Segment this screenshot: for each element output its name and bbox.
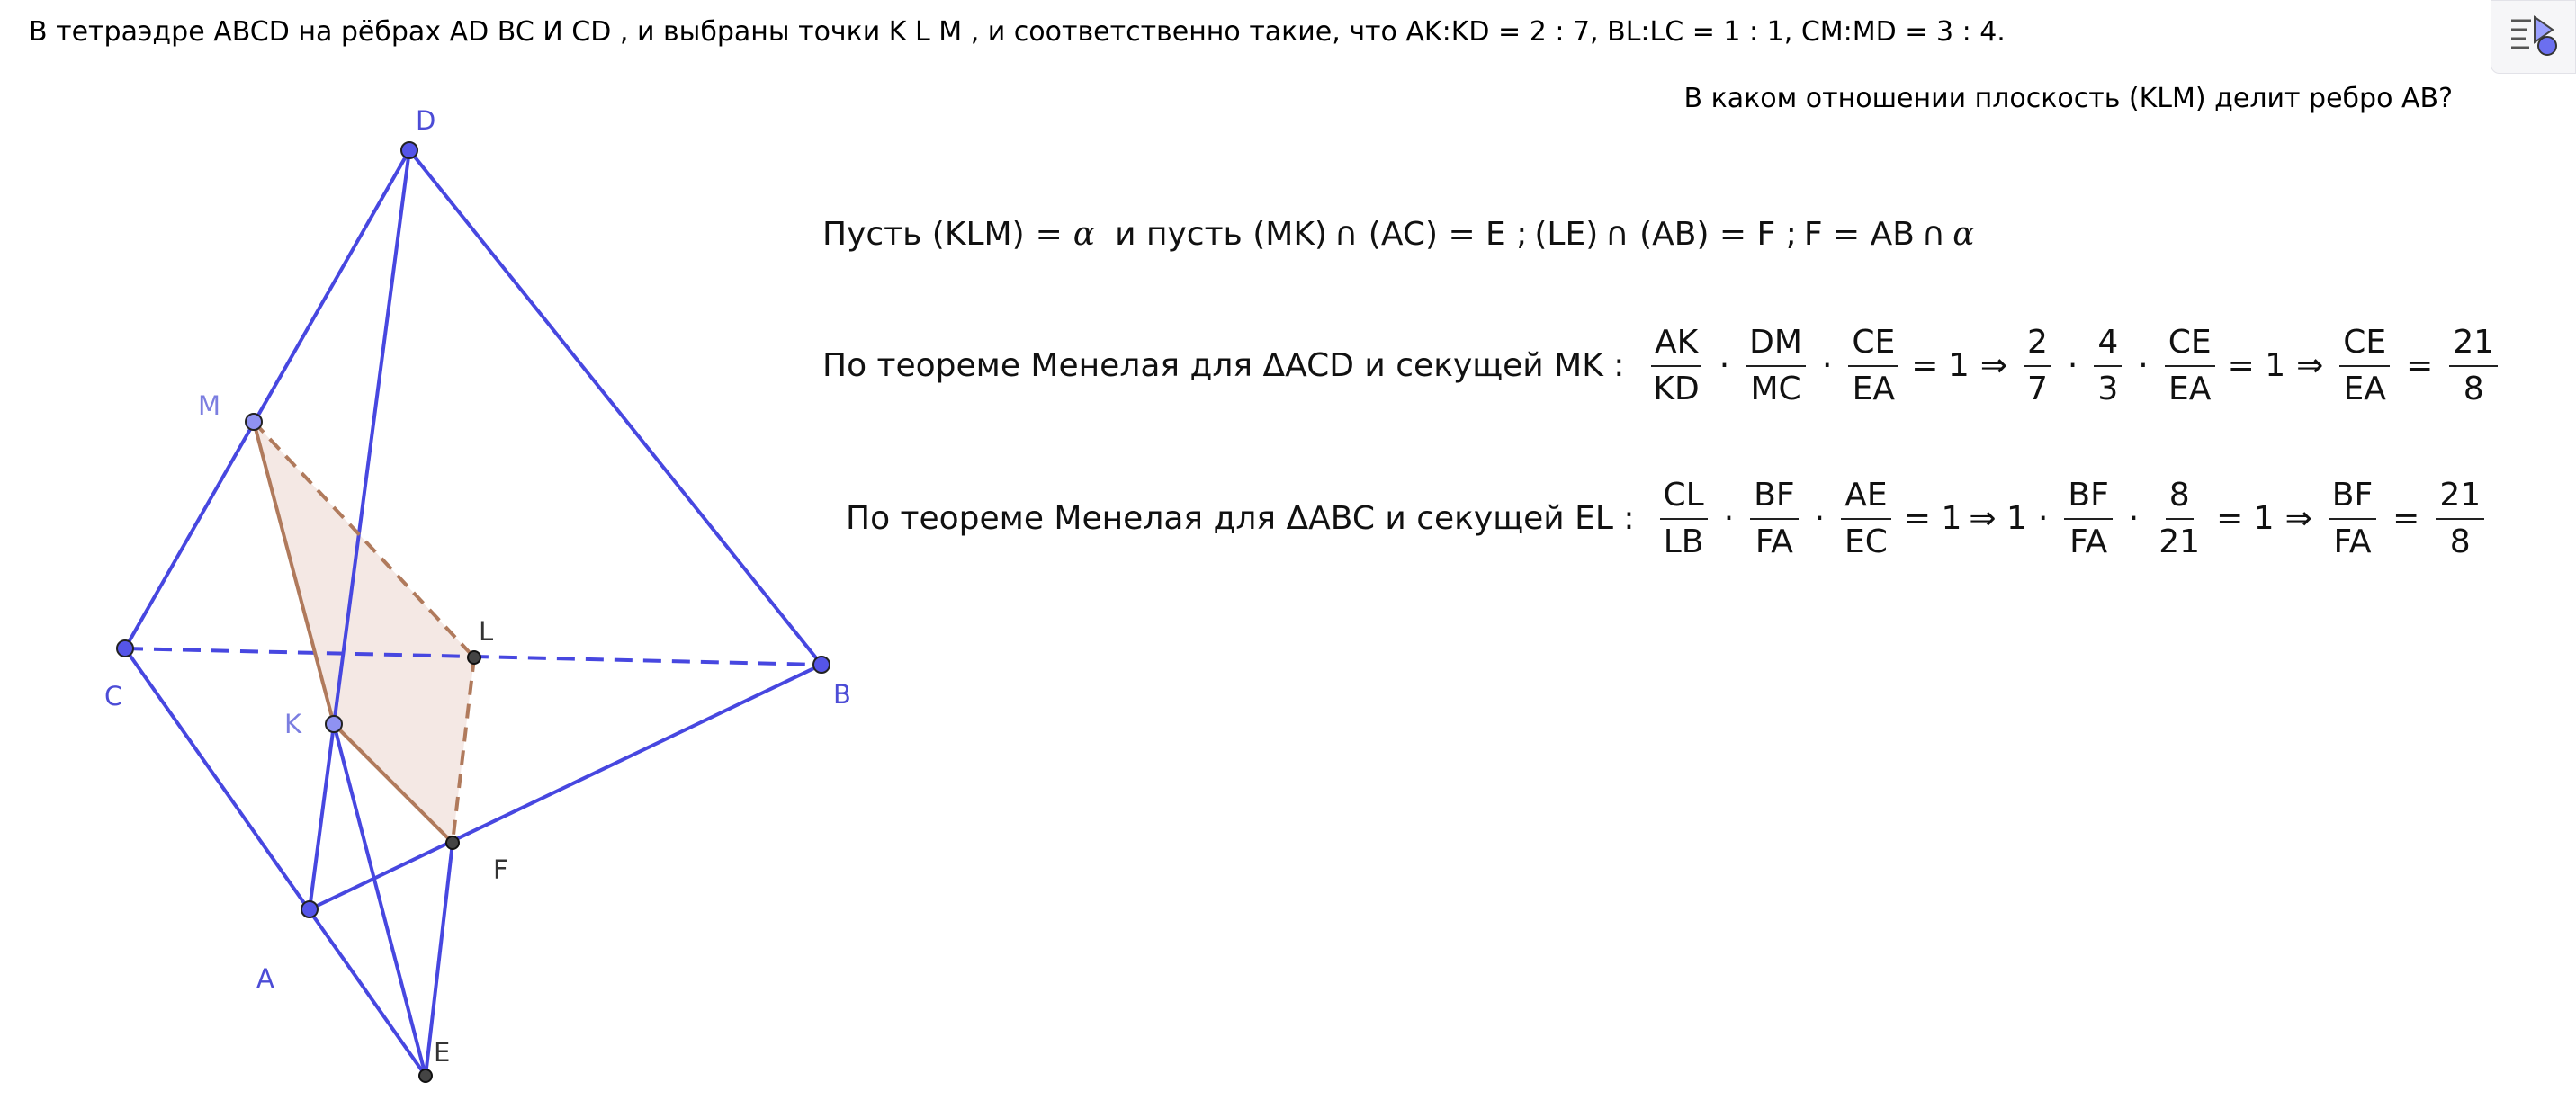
label-k: K [284, 709, 302, 739]
l1-text-5: ∩ (AB) = F ; [1605, 216, 1797, 253]
problem-statement: В тетраэдре ABCD на рёбрах AD BC И CD , и выбраны точки K L M , и соответственно такие, что AK:KD = 2 : 7, BL:LC = 1 : 1, CM:MD = 3 : 4. [29, 16, 2006, 48]
solution-line-3: По теореме Менелая для ΔABC и секущей EL : $\frac{CL}{LB}$ · $\frac{BF}{FA}$ · $\frac{AE}{EC}$ = 1 ⇒ 1 · $\frac{BF}{FA}$ · $\frac{8}{21}$ = 1 ⇒ $\frac{BF}{FA}$ = $\frac{21}{8}$ [842, 478, 2493, 559]
l3-frac-21-8: $\frac{21}{8}$ [2436, 478, 2484, 559]
point-a[interactable] [301, 901, 318, 917]
l1-eq: = [1035, 216, 1063, 253]
edge-db [409, 150, 821, 665]
solution-line-1 [819, 216, 1979, 253]
l3-frac-bf-fa: $\frac{BF}{FA}$ [1750, 478, 1798, 559]
point-b[interactable] [813, 657, 830, 673]
label-a: A [256, 963, 274, 994]
point-e[interactable] [419, 1069, 432, 1082]
algebra-menu-icon [2508, 12, 2562, 62]
point-c[interactable] [117, 640, 133, 657]
l3-frac-8-21: $\frac{8}{21}$ [2159, 477, 2201, 560]
solution-line-2: По теореме Менелая для ΔACD и секущей MK : $\frac{AK}{KD}$ · $\frac{DM}{MC}$ · $\frac{CE}{EA}$ = 1 ⇒ $\frac{2}{7}$ · $\frac{4}{3}$ · $\frac{CE}{EA}$ = 1 ⇒ $\frac{CE}{EA}$ = $\frac{21}{8}$ [819, 326, 2507, 407]
l1-alpha: α [1073, 216, 1096, 253]
l2-frac-21-8: $\frac{21}{8}$ [2449, 326, 2498, 407]
label-f: F [493, 854, 508, 885]
point-l[interactable] [468, 651, 480, 664]
label-c: C [104, 681, 123, 711]
l3-frac-ae-ec: $\frac{AE}{EC}$ [1841, 478, 1891, 559]
l1-text-1: Пусть (KLM) [822, 216, 1025, 253]
label-d: D [416, 105, 436, 136]
l1-alpha-2: α [1952, 216, 1975, 253]
label-m: M [198, 390, 221, 421]
l1-text-6: F = AB [1803, 216, 1915, 253]
l1-text-4: (LE) [1534, 216, 1599, 253]
point-k[interactable] [326, 716, 342, 732]
l2-frac-ak-kd: $\frac{AK}{KD}$ [1649, 326, 1702, 407]
l3-frac-cl-lb: $\frac{CL}{LB}$ [1660, 478, 1708, 559]
label-b: B [833, 679, 851, 710]
tetrahedron-figure [0, 0, 864, 1109]
l1-text-3: ∩ (AC) = E ; [1333, 216, 1528, 253]
l1-text-2: и пусть (MK) [1115, 216, 1327, 253]
l2-frac-dm-mc: $\frac{DM}{MC}$ [1746, 326, 1806, 407]
l3-frac-bf-fa-2: $\frac{BF}{FA}$ [2064, 478, 2112, 559]
label-e: E [434, 1037, 451, 1068]
point-d[interactable] [401, 142, 417, 158]
l3-lead: По теореме Менелая для ΔABC и секущей EL : [846, 500, 1635, 538]
point-m[interactable] [246, 414, 262, 430]
l2-frac-4-3: $\frac{4}{3}$ [2094, 326, 2122, 407]
point-f[interactable] [446, 836, 459, 849]
l2-frac-ce-ea: $\frac{CE}{EA}$ [1848, 326, 1898, 407]
label-l: L [479, 616, 494, 647]
l2-lead: По теореме Менелая для ΔACD и секущей MK : [822, 347, 1625, 385]
l1-cap: ∩ [1921, 216, 1946, 253]
problem-question: В каком отношении плоскость (KLM) делит ребро AB? [1683, 83, 2453, 114]
algebra-view-toggle-button[interactable] [2491, 0, 2576, 74]
l2-frac-2-7: $\frac{2}{7}$ [2024, 326, 2051, 407]
l3-frac-bf-fa-3: $\frac{BF}{FA}$ [2329, 478, 2376, 559]
l2-frac-ce-ea-3: $\frac{CE}{EA}$ [2339, 326, 2390, 407]
l2-frac-ce-ea-2: $\frac{CE}{EA}$ [2165, 326, 2215, 407]
